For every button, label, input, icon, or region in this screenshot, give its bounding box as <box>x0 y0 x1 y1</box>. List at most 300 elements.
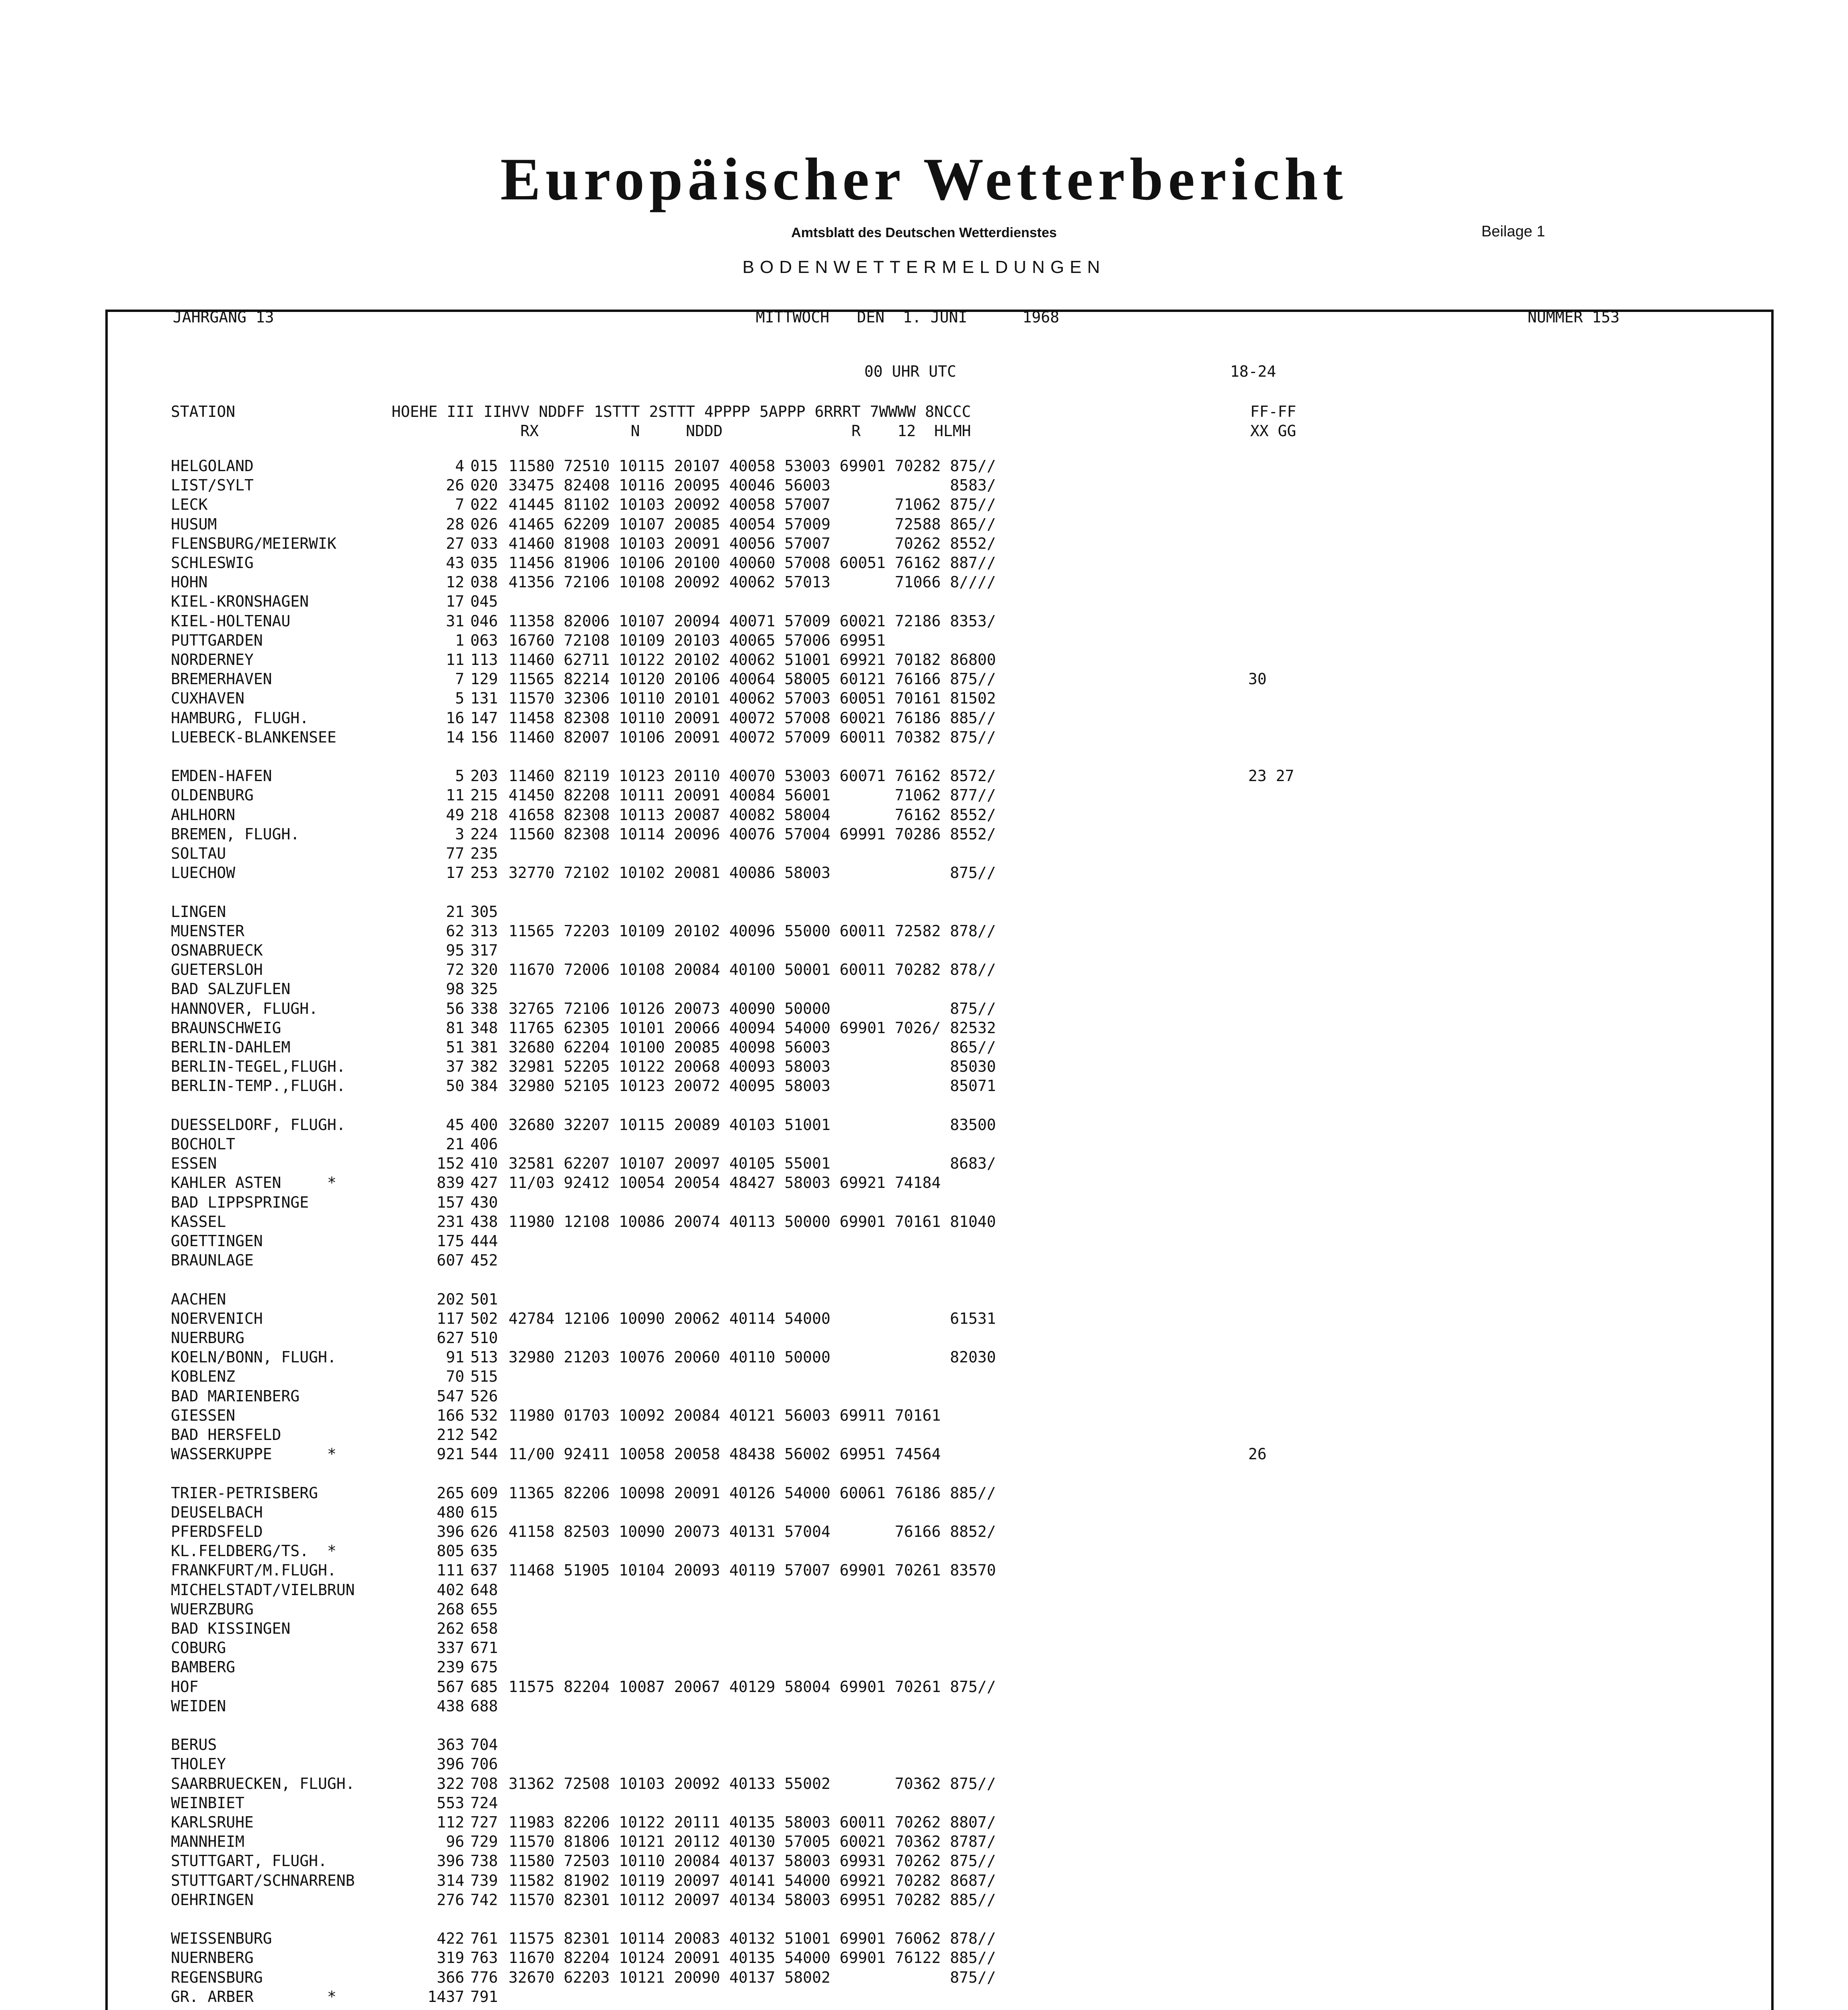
index-i: 513 <box>470 1348 498 1366</box>
table-row <box>171 902 1739 921</box>
index-i: 022 <box>470 496 498 514</box>
hoehe-h: 7 <box>455 496 464 514</box>
station-s: BERUS <box>171 1736 217 1754</box>
station-s: BREMERHAVEN <box>171 670 272 688</box>
table-row <box>171 1483 1739 1503</box>
nummer-label: NUMMER 153 <box>1528 308 1620 326</box>
table-spacer <box>171 1096 1739 1115</box>
table-row <box>171 631 1739 650</box>
table-row <box>171 611 1739 631</box>
station-s: DEUSELBACH <box>171 1503 263 1521</box>
data-d: 41465 62209 10107 20085 40054 57009 72588 865// <box>509 515 996 533</box>
hoehe-h: 166 <box>437 1406 464 1424</box>
index-i: 776 <box>470 1968 498 1986</box>
index-i: 501 <box>470 1290 498 1308</box>
hoehe-h: 175 <box>437 1232 464 1250</box>
hoehe-h: 117 <box>437 1309 464 1327</box>
table-row <box>171 1522 1739 1541</box>
table-row <box>171 515 1739 534</box>
index-i: 218 <box>470 806 498 824</box>
data-d: 11983 82206 10122 20111 40135 58003 60011 70262 8807/ <box>509 1813 996 1831</box>
station-s: BAMBERG <box>171 1658 236 1676</box>
station-s: HOF <box>171 1678 199 1696</box>
station-s: STUTTGART/SCHNARRENB <box>171 1871 355 1889</box>
column-header-extra-2: XX GG <box>1250 422 1296 440</box>
table-row <box>171 1193 1739 1212</box>
index-i: 430 <box>470 1193 498 1211</box>
table-row <box>171 1348 1739 1367</box>
table-row <box>171 766 1739 786</box>
data-d: 11468 51905 10104 20093 40119 57007 69901 70261 83570 <box>509 1561 996 1579</box>
table-row <box>171 1367 1739 1386</box>
table-row <box>171 669 1739 689</box>
station-s: REGENSBURG <box>171 1968 263 1986</box>
hoehe-h: 51 <box>446 1038 464 1056</box>
station-s: BAD MARIENBERG <box>171 1387 300 1405</box>
table-spacer <box>171 747 1739 766</box>
table-row <box>171 1057 1739 1076</box>
data-d: 11582 81902 10119 20097 40141 54000 69921 70282 8687/ <box>509 1871 996 1889</box>
data-d: 11460 82119 10123 20110 40070 53003 60071 76162 8572/ <box>509 767 996 785</box>
station-s: BOCHOLT <box>171 1135 236 1153</box>
station-s: HUSUM <box>171 515 217 533</box>
index-i: 648 <box>470 1581 498 1599</box>
table-row <box>171 650 1739 669</box>
data-d: 32670 62203 10121 20090 40137 58002 875// <box>509 1968 996 1986</box>
hoehe-h: 16 <box>446 709 464 727</box>
index-i: 615 <box>470 1503 498 1521</box>
hoehe-h: 72 <box>446 961 464 979</box>
table-row <box>171 1251 1739 1270</box>
index-i: 791 <box>470 1987 498 2006</box>
index-i: 502 <box>470 1309 498 1327</box>
table-row <box>171 1754 1739 1774</box>
table-row <box>171 1541 1739 1561</box>
table-row <box>171 1696 1739 1716</box>
station-s: DUESSELDORF, FLUGH. <box>171 1116 346 1134</box>
station-s: LINGEN <box>171 902 226 921</box>
index-i: 532 <box>470 1406 498 1424</box>
hoehe-h: 1 <box>455 631 464 649</box>
hoehe-h: 77 <box>446 845 464 862</box>
station-s: BERLIN-DAHLEM <box>171 1038 291 1056</box>
hoehe-h: 314 <box>437 1871 464 1889</box>
date-label: MITTWOCH DEN 1. JUNI 1968 <box>756 308 1059 326</box>
hoehe-h: 91 <box>446 1348 464 1366</box>
index-i: 203 <box>470 767 498 785</box>
hoehe-h: 553 <box>437 1794 464 1812</box>
index-i: 727 <box>470 1813 498 1831</box>
station-s: SCHLESWIG <box>171 554 254 572</box>
index-i: 033 <box>470 534 498 552</box>
index-i: 515 <box>470 1368 498 1386</box>
index-i: 325 <box>470 980 498 998</box>
table-row <box>171 1173 1739 1192</box>
index-i: 410 <box>470 1155 498 1173</box>
hoehe-h: 1437 <box>427 1987 464 2006</box>
hoehe-h: 11 <box>446 786 464 804</box>
station-s: MUENSTER <box>171 922 245 940</box>
station-s: OSNABRUECK <box>171 941 263 959</box>
table-row <box>171 1386 1739 1406</box>
table-row <box>171 1619 1739 1638</box>
hoehe-h: 319 <box>437 1949 464 1967</box>
station-s: PFERDSFELD <box>171 1523 263 1540</box>
index-i: 609 <box>470 1484 498 1502</box>
hoehe-h: 14 <box>446 728 464 746</box>
hoehe-h: 37 <box>446 1058 464 1076</box>
station-s: BERLIN-TEMP.,FLUGH. <box>171 1077 346 1095</box>
table-row <box>171 1580 1739 1600</box>
data-d: 33475 82408 10116 20095 40046 56003 8583/ <box>509 476 996 494</box>
data-d: 11/03 92412 10054 20054 48427 58003 69921 74184 <box>509 1174 941 1192</box>
index-i: 131 <box>470 689 498 708</box>
section-heading: BODENWETTERMELDUNGEN <box>742 257 1106 277</box>
table-row <box>171 863 1739 882</box>
hoehe-h: 5 <box>455 767 464 785</box>
hoehe-h: 17 <box>446 593 464 611</box>
hoehe-h: 21 <box>446 902 464 921</box>
station-s: PUTTGARDEN <box>171 631 263 649</box>
station-s: EMDEN-HAFEN <box>171 767 272 785</box>
hoehe-h: 70 <box>446 1368 464 1386</box>
station-s: BERLIN-TEGEL,FLUGH. <box>171 1058 346 1076</box>
hoehe-h: 363 <box>437 1736 464 1754</box>
table-row <box>171 1677 1739 1696</box>
table-row <box>171 1561 1739 1580</box>
page-title: Europäischer Wetterbericht <box>500 146 1348 213</box>
table-row <box>171 553 1739 572</box>
index-i: 655 <box>470 1600 498 1618</box>
index-i: 510 <box>470 1329 498 1347</box>
hoehe-h: 276 <box>437 1891 464 1909</box>
station-s: LIST/SYLT <box>171 476 254 494</box>
station-s: LUEBECK-BLANKENSEE <box>171 728 336 746</box>
index-i: 706 <box>470 1755 498 1773</box>
index-i: 020 <box>470 476 498 494</box>
data-d: 11570 32306 10110 20101 40062 57003 60051 70161 81502 <box>509 689 996 708</box>
table-row <box>171 1018 1739 1038</box>
table-row <box>171 1290 1739 1309</box>
table-row <box>171 689 1739 708</box>
table-row <box>171 999 1739 1018</box>
index-i: 235 <box>470 845 498 862</box>
table-row <box>171 1503 1739 1522</box>
index-i: 317 <box>470 941 498 959</box>
data-d: 11460 82007 10106 20091 40072 57009 60011 70382 875// <box>509 728 996 746</box>
data-d: 32770 72102 10102 20081 40086 58003 875// <box>509 864 996 882</box>
index-i: 063 <box>470 631 498 649</box>
table-row <box>171 495 1739 514</box>
station-s: ESSEN <box>171 1155 217 1173</box>
station-s: AHLHORN <box>171 806 236 824</box>
index-i: 742 <box>470 1891 498 1909</box>
table-row <box>171 1328 1739 1348</box>
station-s: BAD SALZUFLEN <box>171 980 291 998</box>
hoehe-h: 157 <box>437 1193 464 1211</box>
index-i: 320 <box>470 961 498 979</box>
data-d: 41658 82308 10113 20087 40082 58004 76162 8552/ <box>509 806 996 824</box>
hoehe-h: 81 <box>446 1019 464 1037</box>
data-d: 11980 12108 10086 20074 40113 50000 69901 70161 81040 <box>509 1212 996 1231</box>
data-d: 11575 82204 10087 20067 40129 58004 69901 70261 875// <box>509 1678 996 1696</box>
table-row <box>171 1638 1739 1657</box>
data-d: 32581 62207 10107 20097 40105 55001 8683/ <box>509 1155 996 1173</box>
station-s: HANNOVER, FLUGH. <box>171 999 318 1017</box>
extra-x: 30 <box>1248 670 1267 688</box>
table-row <box>171 1154 1739 1173</box>
table-row <box>171 708 1739 728</box>
table-row <box>171 1832 1739 1851</box>
table-row <box>171 1890 1739 1910</box>
data-d: 41460 81908 10103 20091 40056 57007 70262 8552/ <box>509 534 996 552</box>
table-row <box>171 456 1739 476</box>
index-i: 761 <box>470 1930 498 1948</box>
hoehe-h: 396 <box>437 1755 464 1773</box>
hoehe-h: 17 <box>446 864 464 882</box>
station-s: NORDERNEY <box>171 651 254 669</box>
table-row <box>171 1231 1739 1251</box>
data-d: 11565 72203 10109 20102 40096 55000 60011 72582 878// <box>509 922 996 940</box>
index-i: 452 <box>470 1251 498 1270</box>
hoehe-h: 396 <box>437 1852 464 1870</box>
station-s: KIEL-KRONSHAGEN <box>171 593 309 611</box>
station-s: KARLSRUHE <box>171 1813 254 1831</box>
station-s: OLDENBURG <box>171 786 254 804</box>
table-row <box>171 941 1739 960</box>
index-i: 147 <box>470 709 498 727</box>
hoehe-h: 50 <box>446 1077 464 1095</box>
hoehe-h: 547 <box>437 1387 464 1405</box>
station-s: BRAUNLAGE <box>171 1251 254 1270</box>
extra-x: 26 <box>1248 1445 1267 1463</box>
station-s: NOERVENICH <box>171 1309 263 1327</box>
hoehe-h: 627 <box>437 1329 464 1347</box>
hoehe-h: 21 <box>446 1135 464 1153</box>
station-s: AACHEN <box>171 1290 226 1308</box>
time-label: 00 UHR UTC <box>864 363 956 380</box>
index-i: 129 <box>470 670 498 688</box>
hoehe-h: 4 <box>455 457 464 475</box>
data-d: 11565 82214 10120 20106 40064 58005 60121 76166 875// <box>509 670 996 688</box>
index-i: 253 <box>470 864 498 882</box>
index-i: 637 <box>470 1561 498 1579</box>
index-i: 438 <box>470 1212 498 1231</box>
hoehe-h: 31 <box>446 612 464 630</box>
table-row <box>171 1793 1739 1813</box>
index-i: 542 <box>470 1426 498 1444</box>
table-row <box>171 1406 1739 1425</box>
data-d: 41445 81102 10103 20092 40058 57007 71062 875// <box>509 496 996 514</box>
table-row <box>171 1076 1739 1095</box>
station-s: HOHN <box>171 573 208 591</box>
station-s: BAD HERSFELD <box>171 1426 281 1444</box>
data-d: 11458 82308 10110 20091 40072 57008 60021 76186 885// <box>509 709 996 727</box>
index-i: 406 <box>470 1135 498 1153</box>
table-row <box>171 1657 1739 1677</box>
station-s: KAHLER ASTEN * <box>171 1174 336 1192</box>
index-i: 384 <box>470 1077 498 1095</box>
index-i: 688 <box>470 1697 498 1715</box>
index-i: 038 <box>470 573 498 591</box>
hoehe-h: 262 <box>437 1620 464 1637</box>
table-row <box>171 1425 1739 1444</box>
station-s: FRANKFURT/M.FLUGH. <box>171 1561 336 1579</box>
hoehe-h: 438 <box>437 1697 464 1715</box>
index-i: 626 <box>470 1523 498 1540</box>
column-header-1: STATION HOEHE III IIHVV NDDFF 1STTT 2STTT 4PPPP 5APPP 6RRRT 7WWWW 8NCCC <box>171 403 971 420</box>
index-i: 724 <box>470 1794 498 1812</box>
station-s: KOELN/BONN, FLUGH. <box>171 1348 336 1366</box>
station-s: BREMEN, FLUGH. <box>171 825 300 843</box>
table-row <box>171 786 1739 805</box>
station-s: KASSEL <box>171 1212 226 1231</box>
station-s: BAD KISSINGEN <box>171 1620 291 1637</box>
station-s: WUERZBURG <box>171 1600 254 1618</box>
data-d: 32980 52105 10123 20072 40095 58003 85071 <box>509 1077 996 1095</box>
hoehe-h: 62 <box>446 922 464 940</box>
station-s: SAARBRUECKEN, FLUGH. <box>171 1774 355 1793</box>
hoehe-h: 49 <box>446 806 464 824</box>
table-row <box>171 1813 1739 1832</box>
data-d: 41450 82208 10111 20091 40084 56001 71062 877// <box>509 786 996 804</box>
index-i: 675 <box>470 1658 498 1676</box>
hoehe-h: 26 <box>446 476 464 494</box>
station-s: GOETTINGEN <box>171 1232 263 1250</box>
data-d: 11365 82206 10098 20091 40126 54000 60061 76186 885// <box>509 1484 996 1502</box>
station-s: NUERBURG <box>171 1329 245 1347</box>
data-d: 11560 82308 10114 20096 40076 57004 69991 70286 8552/ <box>509 825 996 843</box>
table-row <box>171 1968 1739 1987</box>
table-spacer <box>171 1464 1739 1483</box>
table-row <box>171 1929 1739 1948</box>
table-row <box>171 1134 1739 1154</box>
station-s: WASSERKUPPE * <box>171 1445 336 1463</box>
station-s: WEINBIET <box>171 1794 245 1812</box>
table-row <box>171 921 1739 941</box>
hoehe-h: 567 <box>437 1678 464 1696</box>
data-d: 11670 72006 10108 20084 40100 50001 60011 70282 878// <box>509 961 996 979</box>
station-s: SOLTAU <box>171 845 226 862</box>
table-row <box>171 1038 1739 1057</box>
hoehe-h: 43 <box>446 554 464 572</box>
table-row <box>171 825 1739 844</box>
hoehe-h: 396 <box>437 1523 464 1540</box>
table-row <box>171 1987 1739 2006</box>
index-i: 658 <box>470 1620 498 1637</box>
data-d: 11580 72510 10115 20107 40058 53003 69901 70282 875// <box>509 457 996 475</box>
data-d: 16760 72108 10109 20103 40065 57006 69951 <box>509 631 886 649</box>
index-i: 544 <box>470 1445 498 1463</box>
index-i: 113 <box>470 651 498 669</box>
table-row <box>171 960 1739 979</box>
station-s: OEHRINGEN <box>171 1891 254 1909</box>
index-i: 739 <box>470 1871 498 1889</box>
index-i: 026 <box>470 515 498 533</box>
hoehe-h: 202 <box>437 1290 464 1308</box>
hoehe-h: 56 <box>446 999 464 1017</box>
hoehe-h: 422 <box>437 1930 464 1948</box>
index-i: 685 <box>470 1678 498 1696</box>
table-row <box>171 979 1739 999</box>
index-i: 156 <box>470 728 498 746</box>
jahrgang-label: JAHRGANG 13 <box>173 308 274 326</box>
hoehe-h: 480 <box>437 1503 464 1521</box>
data-d: 32680 62204 10100 20085 40098 56003 865// <box>509 1038 996 1056</box>
hoehe-h: 7 <box>455 670 464 688</box>
table-row <box>171 1851 1739 1871</box>
index-i: 704 <box>470 1736 498 1754</box>
page-subtitle: Amtsblatt des Deutschen Wetterdienstes <box>791 225 1057 240</box>
table-spacer <box>171 2006 1739 2010</box>
hoehe-h: 366 <box>437 1968 464 1986</box>
data-d: 32981 52205 10122 20068 40093 58003 85030 <box>509 1058 996 1076</box>
station-s: KOBLENZ <box>171 1368 236 1386</box>
station-s: GUETERSLOH <box>171 961 263 979</box>
index-i: 338 <box>470 999 498 1017</box>
hoehe-h: 152 <box>437 1155 464 1173</box>
index-i: 381 <box>470 1038 498 1056</box>
table-row <box>171 1309 1739 1328</box>
station-s: COBURG <box>171 1639 226 1657</box>
index-i: 313 <box>470 922 498 940</box>
hoehe-h: 212 <box>437 1426 464 1444</box>
station-s: MICHELSTADT/VIELBRUN <box>171 1581 355 1599</box>
index-i: 046 <box>470 612 498 630</box>
hoehe-h: 239 <box>437 1658 464 1676</box>
data-d: 11575 82301 10114 20083 40132 51001 69901 76062 878// <box>509 1930 996 1948</box>
station-s: KL.FELDBERG/TS. * <box>171 1542 336 1560</box>
index-i: 035 <box>470 554 498 572</box>
hoehe-h: 231 <box>437 1212 464 1231</box>
hoehe-h: 27 <box>446 534 464 552</box>
hoehe-h: 95 <box>446 941 464 959</box>
index-i: 400 <box>470 1116 498 1134</box>
index-i: 444 <box>470 1232 498 1250</box>
table-row <box>171 534 1739 553</box>
data-d: 32765 72106 10126 20073 40090 50000 875// <box>509 999 996 1017</box>
table-row <box>171 844 1739 863</box>
table-row <box>171 1871 1739 1890</box>
index-i: 015 <box>470 457 498 475</box>
extra-x: 23 27 <box>1248 767 1294 785</box>
index-i: 215 <box>470 786 498 804</box>
index-i: 763 <box>470 1949 498 1967</box>
hoehe-h: 111 <box>437 1561 464 1579</box>
index-i: 348 <box>470 1019 498 1037</box>
data-d: 11570 82301 10112 20097 40134 58003 69951 70282 885// <box>509 1891 996 1909</box>
table-row <box>171 728 1739 747</box>
table-row <box>171 1115 1739 1134</box>
hoehe-h: 5 <box>455 689 464 708</box>
station-s: LECK <box>171 496 208 514</box>
table-row <box>171 592 1739 611</box>
station-s: THOLEY <box>171 1755 226 1773</box>
table-row <box>171 1735 1739 1754</box>
beilage-label: Beilage 1 <box>1481 223 1545 240</box>
station-s: MANNHEIM <box>171 1833 245 1851</box>
hoehe-h: 96 <box>446 1833 464 1851</box>
data-d: 11358 82006 10107 20094 40071 57009 60021 72186 8353/ <box>509 612 996 630</box>
table-row <box>171 1774 1739 1793</box>
data-d: 42784 12106 10090 20062 40114 54000 61531 <box>509 1309 996 1327</box>
table-row <box>171 476 1739 495</box>
index-i: 708 <box>470 1774 498 1793</box>
data-d: 41356 72106 10108 20092 40062 57013 71066 8//// <box>509 573 996 591</box>
station-s: NUERNBERG <box>171 1949 254 1967</box>
index-i: 305 <box>470 902 498 921</box>
table-row <box>171 1444 1739 1464</box>
